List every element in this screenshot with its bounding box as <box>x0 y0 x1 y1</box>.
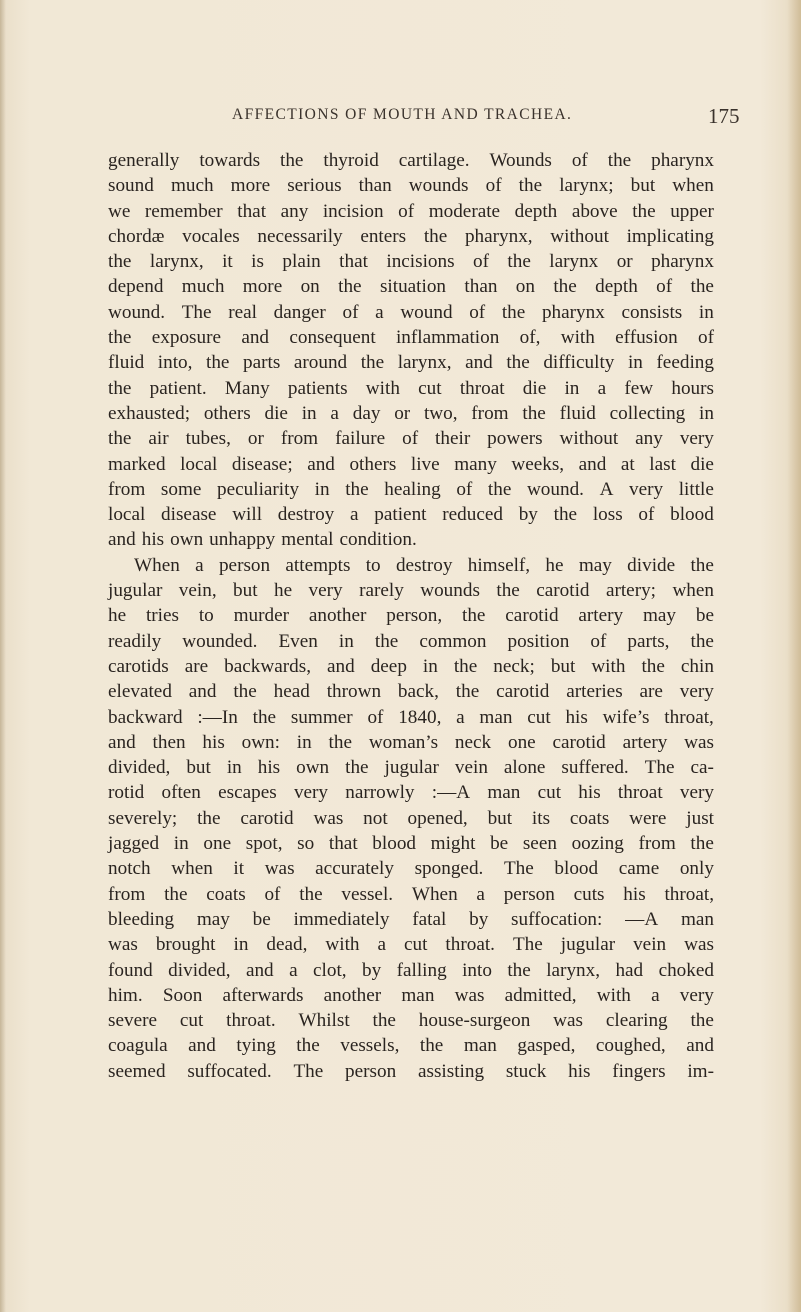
body-text <box>108 148 714 1084</box>
text-line: jugular vein, but he very rarely wounds the carotid artery; when <box>108 580 714 602</box>
text-line: jagged in one spot, so that blood might be seen oozing from the <box>108 833 714 855</box>
text-line: fluid into, the parts around the larynx, and the difficulty in feeding <box>108 352 714 374</box>
text-line: exhausted; others die in a day or two, from the fluid collecting in <box>108 402 714 424</box>
text-line: the patient. Many patients with cut throat die in a few hours <box>108 377 714 399</box>
text-line: from some peculiarity in the healing of the wound. A very little <box>108 478 714 500</box>
text-line: bleeding may be immediately fatal by suffocation: —A man <box>108 908 714 930</box>
page-edge-shadow <box>787 0 801 1312</box>
text-line: the air tubes, or from failure of their powers without any very <box>108 428 714 450</box>
running-head: AFFECTIONS OF MOUTH AND TRACHEA. <box>232 106 573 123</box>
text-line: was brought in dead, with a cut throat. The jugular vein was <box>108 934 714 956</box>
text-line: backward :—In the summer of 1840, a man cut his wife’s throat, <box>108 706 714 728</box>
text-line: generally towards the thyroid cartilage. Wounds of the pharynx <box>108 150 714 171</box>
text-line: found divided, and a clot, by falling into the larynx, had choked <box>108 959 714 981</box>
page-number: 175 <box>708 104 740 128</box>
text-line: the exposure and consequent inflammation of, with effusion of <box>108 327 714 349</box>
text-line: and then his own: in the woman’s neck one carotid artery was <box>108 731 714 753</box>
text-line: chordæ vocales necessarily enters the pharynx, without implicating <box>108 225 714 247</box>
page-gutter-shadow <box>0 0 6 1312</box>
text-line: depend much more on the situation than on the depth of the <box>108 276 714 298</box>
text-line: and his own unhappy mental condition. <box>108 529 417 551</box>
text-line: carotids are backwards, and deep in the neck; but with the chin <box>108 655 714 677</box>
text-line: the larynx, it is plain that incisions of the larynx or pharynx <box>108 251 714 273</box>
text-line: he tries to murder another person, the carotid artery may be <box>108 605 714 627</box>
text-line: seemed suffocated. The person assisting stuck his fingers im- <box>108 1060 714 1082</box>
text-line: marked local disease; and others live many weeks, and at last die <box>108 453 714 475</box>
text-line: rotid often escapes very narrowly :—A man cut his throat very <box>108 782 714 804</box>
text-line: him. Soon afterwards another man was admitted, with a very <box>108 984 714 1006</box>
text-line: severely; the carotid was not opened, but its coats were just <box>108 807 714 829</box>
text-line: we remember that any incision of moderate depth above the upper <box>108 200 714 222</box>
text-line: coagula and tying the vessels, the man gasped, coughed, and <box>108 1035 714 1057</box>
text-line: severe cut throat. Whilst the house-surgeon was clearing the <box>108 1010 714 1032</box>
text-line: sound much more serious than wounds of the larynx; but when <box>108 175 714 197</box>
text-line: local disease will destroy a patient reduced by the loss of blood <box>108 504 714 526</box>
text-line: When a person attempts to destroy himself, he may divide the <box>134 554 714 576</box>
text-line: wound. The real danger of a wound of the pharynx consists in <box>108 301 714 323</box>
text-line: from the coats of the vessel. When a person cuts his throat, <box>108 883 714 905</box>
text-line: elevated and the head thrown back, the carotid arteries are very <box>108 681 714 703</box>
text-line: divided, but in his own the jugular vein alone suffered. The ca- <box>108 757 714 779</box>
text-line: readily wounded. Even in the common position of parts, the <box>108 630 714 652</box>
page-header <box>0 106 801 134</box>
text-line: notch when it was accurately sponged. The blood came only <box>108 858 714 880</box>
